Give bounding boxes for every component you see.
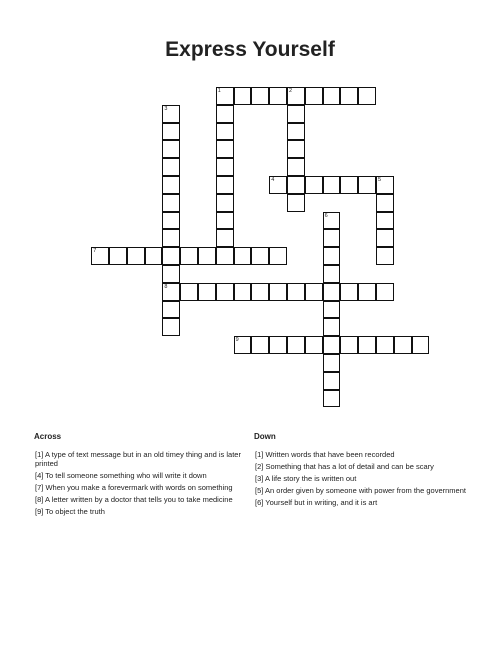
crossword-cell[interactable]	[216, 194, 234, 212]
crossword-cell[interactable]	[376, 229, 394, 247]
across-clue	[34, 495, 249, 504]
crossword-cell[interactable]	[323, 265, 341, 283]
clue-text: A type of text message but in an old timey thing and is later printed	[35, 450, 241, 468]
crossword-cell[interactable]	[412, 336, 430, 354]
crossword-cell[interactable]	[162, 105, 180, 123]
crossword-cell[interactable]	[305, 87, 323, 105]
crossword-cell[interactable]	[358, 336, 376, 354]
crossword-cell[interactable]	[269, 87, 287, 105]
crossword-cell[interactable]	[127, 247, 145, 265]
crossword-cell[interactable]	[305, 176, 323, 194]
cell-number: 7	[93, 248, 97, 255]
crossword-cell[interactable]	[198, 283, 216, 301]
crossword-cell[interactable]	[287, 87, 305, 105]
crossword-cell[interactable]	[216, 87, 234, 105]
crossword-cell[interactable]	[216, 158, 234, 176]
crossword-cell[interactable]	[287, 194, 305, 212]
crossword-cell[interactable]	[180, 283, 198, 301]
crossword-cell[interactable]	[376, 336, 394, 354]
crossword-cell[interactable]	[234, 336, 252, 354]
crossword-cell[interactable]	[376, 247, 394, 265]
clue-number: [3]	[255, 474, 264, 483]
crossword-cell[interactable]	[216, 212, 234, 230]
crossword-cell[interactable]	[323, 372, 341, 390]
down-clue	[254, 450, 469, 459]
crossword-cell[interactable]	[234, 283, 252, 301]
crossword-cell[interactable]	[340, 283, 358, 301]
crossword-cell[interactable]	[162, 247, 180, 265]
crossword-cell[interactable]	[234, 87, 252, 105]
clue-number: [8]	[35, 495, 44, 504]
crossword-cell[interactable]	[305, 336, 323, 354]
crossword-cell[interactable]	[162, 265, 180, 283]
clue-number: [2]	[255, 462, 264, 471]
crossword-cell[interactable]	[340, 87, 358, 105]
crossword-cell[interactable]	[323, 247, 341, 265]
crossword-cell[interactable]	[323, 336, 341, 354]
crossword-cell[interactable]	[358, 87, 376, 105]
down-heading: Down	[254, 432, 276, 441]
crossword-cell[interactable]	[162, 283, 180, 301]
crossword-cell[interactable]	[323, 301, 341, 319]
crossword-cell[interactable]	[251, 283, 269, 301]
clue-text: Something that has a lot of detail and can be scary	[265, 462, 434, 471]
crossword-cell[interactable]	[162, 123, 180, 141]
crossword-cell[interactable]	[323, 87, 341, 105]
crossword-cell[interactable]	[323, 283, 341, 301]
clue-number: [7]	[35, 483, 44, 492]
clue-number: [1]	[35, 450, 44, 459]
crossword-cell[interactable]	[216, 176, 234, 194]
crossword-cell[interactable]	[162, 301, 180, 319]
crossword-cell[interactable]	[287, 158, 305, 176]
crossword-cell[interactable]	[180, 247, 198, 265]
down-clue	[254, 474, 469, 483]
crossword-cell[interactable]	[340, 336, 358, 354]
crossword-cell[interactable]	[162, 176, 180, 194]
clue-number: [9]	[35, 507, 44, 516]
clue-text: An order given by someone with power from the government	[265, 486, 466, 495]
crossword-cell[interactable]	[251, 247, 269, 265]
clue-text: A life story the is written out	[265, 474, 357, 483]
across-clue	[34, 471, 249, 480]
clue-text: To tell someone something who will write it down	[45, 471, 207, 480]
crossword-cell[interactable]	[162, 229, 180, 247]
crossword-cell[interactable]	[198, 247, 216, 265]
crossword-cell[interactable]	[323, 212, 341, 230]
cell-number: 9	[235, 337, 239, 344]
crossword-cell[interactable]	[358, 176, 376, 194]
crossword-cell[interactable]	[145, 247, 163, 265]
crossword-cell[interactable]	[162, 318, 180, 336]
crossword-cell[interactable]	[358, 283, 376, 301]
crossword-cell[interactable]	[376, 194, 394, 212]
crossword-cell[interactable]	[162, 158, 180, 176]
crossword-cell[interactable]	[109, 247, 127, 265]
cell-number: 8	[164, 283, 168, 290]
crossword-cell[interactable]	[162, 212, 180, 230]
clue-text: Written words that have been recorded	[265, 450, 395, 459]
clue-text: When you make a forevermark with words on something	[45, 483, 233, 492]
crossword-cell[interactable]	[234, 247, 252, 265]
across-clues	[34, 432, 249, 519]
crossword-cell[interactable]	[287, 336, 305, 354]
crossword-cell[interactable]	[323, 229, 341, 247]
crossword-cell[interactable]	[287, 123, 305, 141]
crossword-cell[interactable]	[91, 247, 109, 265]
across-heading: Across	[34, 432, 62, 441]
clue-number: [4]	[35, 471, 44, 480]
cell-number: 4	[271, 177, 275, 183]
clue-number: [1]	[255, 450, 264, 459]
crossword-cell[interactable]	[269, 247, 287, 265]
cell-number: 1	[217, 88, 221, 94]
crossword-cell[interactable]	[323, 176, 341, 194]
cell-number: 2	[289, 88, 293, 94]
page-title: Express Yourself	[165, 38, 335, 61]
crossword-cell[interactable]	[305, 283, 323, 301]
down-clue	[254, 486, 469, 495]
crossword-cell[interactable]	[216, 229, 234, 247]
crossword-cell[interactable]	[162, 194, 180, 212]
crossword-cell[interactable]	[376, 212, 394, 230]
crossword-cell[interactable]	[287, 176, 305, 194]
clue-number: [5]	[255, 486, 264, 495]
cell-number: 6	[324, 212, 328, 219]
down-clue	[254, 498, 469, 507]
crossword-cell[interactable]	[376, 283, 394, 301]
crossword-cell[interactable]	[323, 354, 341, 372]
crossword-cell[interactable]	[340, 176, 358, 194]
crossword-cell[interactable]	[216, 247, 234, 265]
crossword-cell[interactable]	[269, 336, 287, 354]
across-clue	[34, 450, 249, 468]
crossword-cell[interactable]	[216, 105, 234, 123]
down-clue	[254, 462, 469, 471]
across-clue	[34, 483, 249, 492]
cell-number: 3	[164, 105, 168, 112]
crossword-cell[interactable]	[216, 123, 234, 141]
clue-text: A letter written by a doctor that tells you to take medicine	[45, 495, 233, 504]
crossword-cell[interactable]	[251, 336, 269, 354]
crossword-cell[interactable]	[216, 283, 234, 301]
crossword-cell[interactable]	[287, 140, 305, 158]
crossword-cell[interactable]	[376, 176, 394, 194]
crossword-cell[interactable]	[269, 283, 287, 301]
crossword-cell[interactable]	[251, 87, 269, 105]
crossword-cell[interactable]	[323, 390, 341, 408]
cell-number: 5	[378, 177, 382, 183]
crossword-cell[interactable]	[162, 140, 180, 158]
crossword-cell[interactable]	[287, 105, 305, 123]
crossword-cell[interactable]	[269, 176, 287, 194]
crossword-cell[interactable]	[323, 318, 341, 336]
clue-text: To object the truth	[45, 507, 105, 516]
clue-number: [6]	[255, 498, 264, 507]
crossword-cell[interactable]	[287, 283, 305, 301]
down-clues	[254, 432, 469, 510]
crossword-cell[interactable]	[216, 140, 234, 158]
across-clue	[34, 507, 249, 516]
clue-text: Yourself but in writing, and it is art	[265, 498, 378, 507]
crossword-cell[interactable]	[394, 336, 412, 354]
